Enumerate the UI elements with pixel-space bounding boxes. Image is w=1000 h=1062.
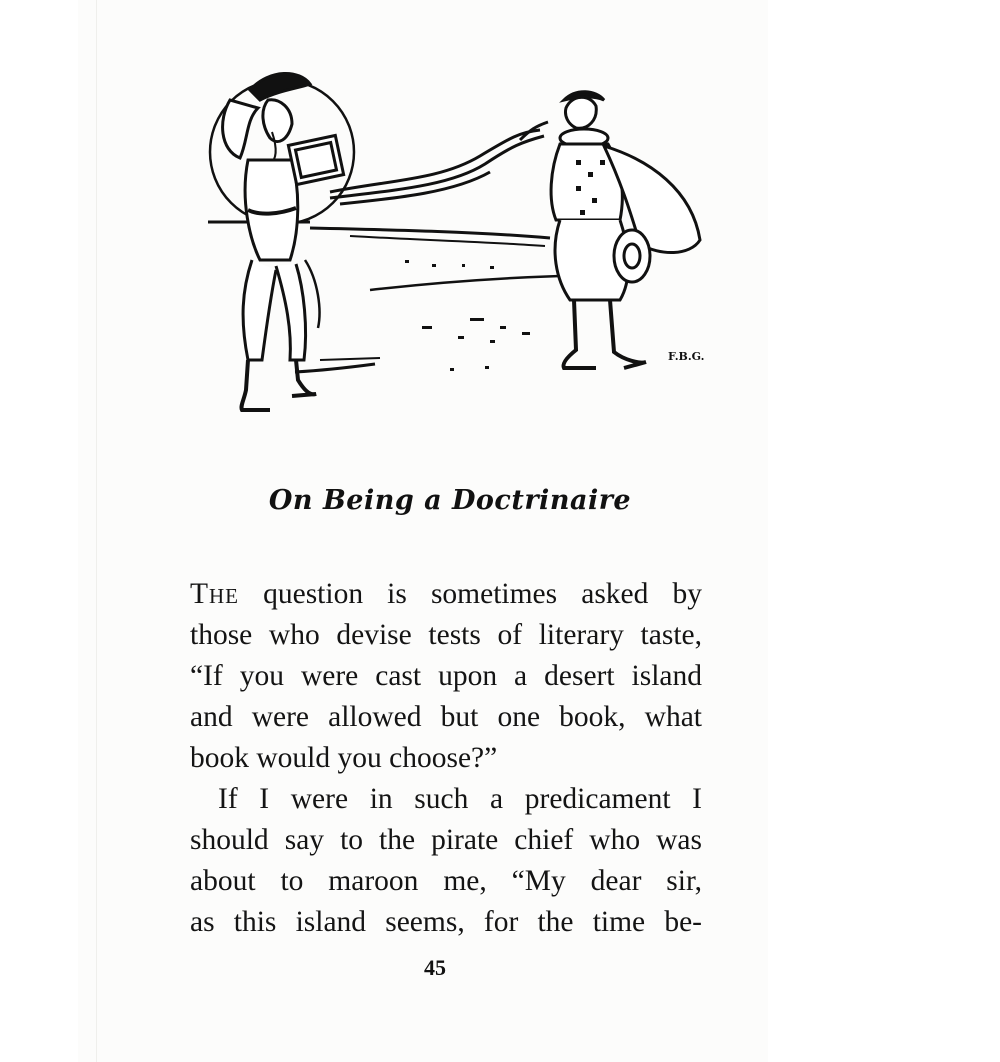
chapter-title: On Being a Doctrinaire — [268, 485, 632, 516]
artist-monogram: F.B.G. — [668, 350, 705, 363]
paragraph-line: those who devise tests of literary taste, — [190, 619, 702, 651]
paragraph-line: should say to the pirate chief who was — [190, 824, 702, 856]
paragraph-line: If I were in such a predicament I — [218, 783, 702, 815]
gentleman-figure — [551, 92, 700, 368]
page-number: 45 — [424, 955, 446, 980]
paragraph-line: about to maroon me, “My dear sir, — [190, 865, 702, 897]
paragraph-line: and were allowed but one book, what — [190, 701, 702, 733]
paragraph-2 — [190, 779, 702, 943]
paragraph-line: as this island seems, for the time be- — [190, 906, 702, 938]
paragraph-line: The question is sometimes asked by — [190, 578, 702, 610]
illustration-pirate-and-gentleman — [200, 60, 720, 420]
paragraph-line: “If you were cast upon a desert island — [190, 660, 702, 692]
paragraph-1 — [190, 574, 702, 779]
drop-cap-word: The — [190, 578, 240, 610]
page-gutter-line — [96, 0, 97, 1062]
paragraph-line: book would you choose?” — [190, 742, 498, 774]
wind-ribbon — [330, 122, 548, 204]
